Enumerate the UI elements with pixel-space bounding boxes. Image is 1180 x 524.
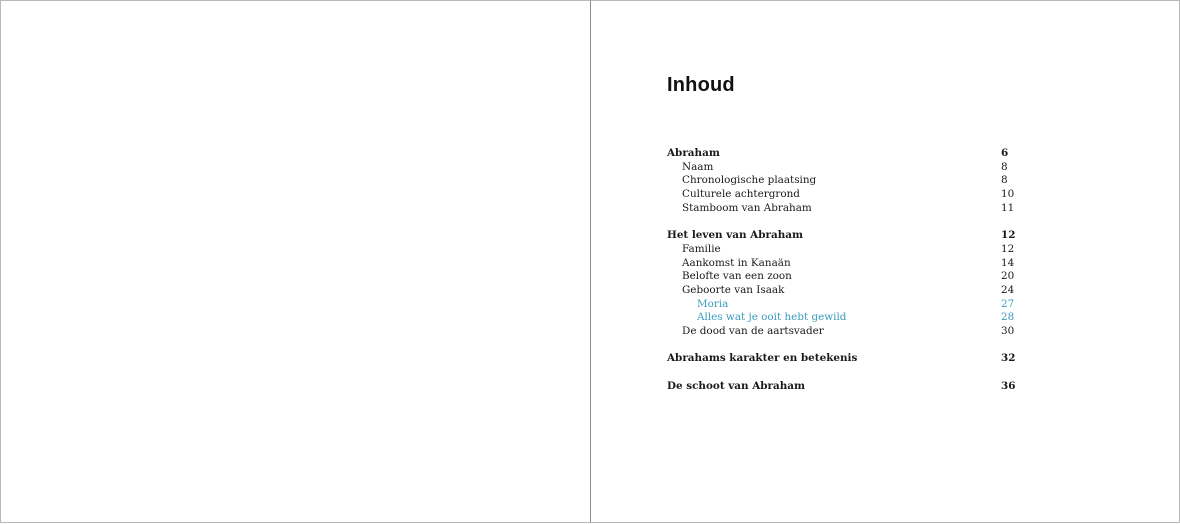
toc-section-abraham	[667, 147, 1025, 215]
toc-entry-culturele-achtergrond[interactable]	[667, 188, 1025, 202]
toc-page-number: 20	[1001, 270, 1015, 283]
toc-heading-abraham[interactable]	[667, 147, 1025, 161]
toc-page-number: 10	[1001, 188, 1015, 201]
toc-entry-moria[interactable]	[667, 298, 1025, 312]
toc-entry-de-dood-van-de-aartsvader[interactable]	[667, 325, 1025, 339]
toc-page-number: 8	[1001, 160, 1008, 173]
toc-entry-label: Aankomst in Kanaän	[682, 256, 791, 269]
toc-entry-stamboom-van-abraham[interactable]	[667, 202, 1025, 216]
toc-heading-de-schoot-van-abraham[interactable]	[667, 380, 1025, 394]
toc-entry-label: Abrahams karakter en betekenis	[667, 352, 858, 365]
toc-entry-label: Naam	[682, 160, 714, 173]
toc-page-number: 14	[1001, 256, 1015, 269]
toc-entry-label: De dood van de aartsvader	[682, 324, 824, 337]
toc-entry-label: Het leven van Abraham	[667, 229, 803, 242]
toc-page-number: 32	[1001, 352, 1016, 365]
toc-entry-label: Alles wat je ooit hebt gewild	[697, 311, 847, 324]
table-of-contents	[667, 147, 1025, 407]
toc-page-number: 11	[1001, 201, 1015, 214]
toc-entry-belofte-van-een-zoon[interactable]	[667, 270, 1025, 284]
toc-page-number: 28	[1001, 311, 1015, 324]
toc-entry-label: Belofte van een zoon	[682, 270, 792, 283]
toc-heading-abrahams-karakter-en-betekenis[interactable]	[667, 352, 1025, 366]
toc-entry-label: Chronologische plaatsing	[682, 174, 817, 187]
toc-entry-label: Familie	[682, 242, 721, 255]
toc-entry-geboorte-van-isaak[interactable]	[667, 284, 1025, 298]
toc-section-het-leven-van-abraham	[667, 229, 1025, 339]
toc-page-number: 36	[1001, 379, 1016, 392]
toc-page-number: 27	[1001, 297, 1015, 310]
toc-page-number: 30	[1001, 324, 1015, 337]
toc-section-de-schoot-van-abraham	[667, 380, 1025, 394]
toc-heading-het-leven-van-abraham[interactable]	[667, 229, 1025, 243]
toc-entry-label: Abraham	[667, 147, 720, 159]
toc-page-number: 12	[1001, 229, 1016, 242]
toc-page-number: 8	[1001, 174, 1008, 187]
toc-entry-naam[interactable]	[667, 161, 1025, 175]
toc-page-number: 12	[1001, 242, 1015, 255]
toc-entry-label: Geboorte van Isaak	[682, 283, 785, 296]
left-page	[0, 0, 591, 523]
right-page	[590, 0, 1180, 523]
toc-entry-chronologische-plaatsing[interactable]	[667, 174, 1025, 188]
toc-page-number: 6	[1001, 147, 1009, 159]
toc-entry-alles-wat-je-ooit-hebt-gewild[interactable]	[667, 311, 1025, 325]
toc-entry-label: Culturele achtergrond	[682, 188, 800, 201]
toc-entry-label: De schoot van Abraham	[667, 379, 806, 392]
toc-page-number: 24	[1001, 283, 1015, 296]
toc-entry-label: Moria	[697, 297, 729, 310]
toc-section-abrahams-karakter-en-betekenis	[667, 352, 1025, 366]
toc-entry-aankomst-in-kana-n[interactable]	[667, 257, 1025, 271]
toc-title: Inhoud	[667, 74, 735, 96]
toc-entry-label: Stamboom van Abraham	[682, 201, 812, 214]
toc-entry-familie[interactable]	[667, 243, 1025, 257]
